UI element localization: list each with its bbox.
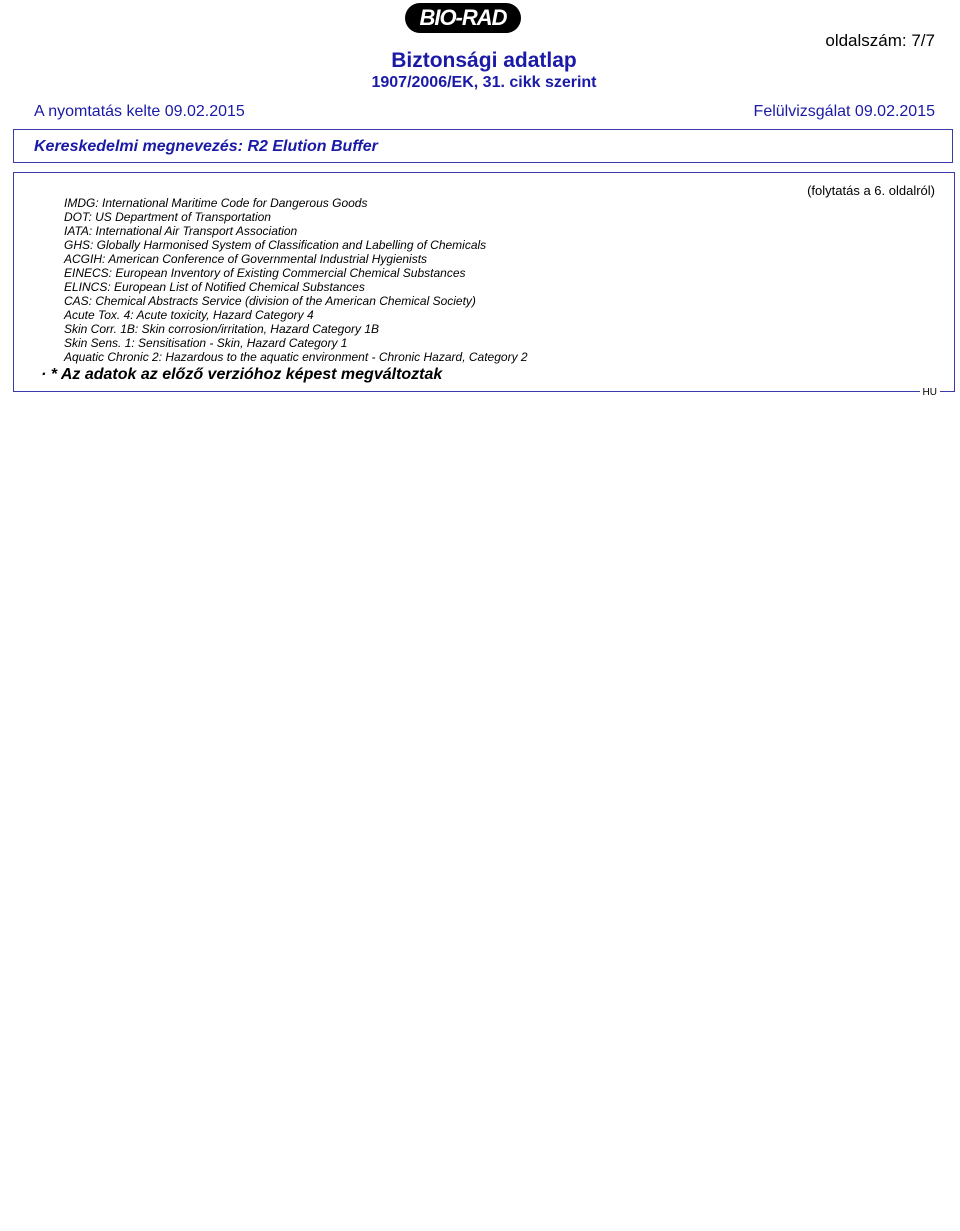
document-title: Biztonsági adatlap: [391, 49, 577, 72]
page-number: oldalszám: 7/7: [825, 31, 935, 50]
revision-date: Felülvizsgálat 09.02.2015: [753, 103, 935, 120]
list-item: Acute Tox. 4: Acute toxicity, Hazard Category 4: [64, 308, 314, 322]
list-item: DOT: US Department of Transportation: [64, 210, 271, 224]
list-item: GHS: Globally Harmonised System of Classification and Labelling of Chemicals: [64, 238, 487, 252]
list-item: IATA: International Air Transport Association: [64, 224, 298, 238]
list-item: Aquatic Chronic 2: Hazardous to the aquatic environment - Chronic Hazard, Category 2: [64, 350, 528, 364]
list-item: IMDG: International Maritime Code for Dangerous Goods: [64, 196, 368, 210]
content-section: [13, 172, 955, 398]
list-item: Skin Sens. 1: Sensitisation - Skin, Hazard Category 1: [64, 336, 348, 350]
list-item: CAS: Chemical Abstracts Service (division of the American Chemical Society): [64, 294, 476, 308]
list-item: EINECS: European Inventory of Existing Commercial Chemical Substances: [64, 266, 466, 280]
product-name: Kereskedelmi megnevezés: R2 Elution Buffer: [34, 138, 378, 155]
logo-text: BIO-RAD: [419, 5, 507, 30]
list-item: ELINCS: European List of Notified Chemical Substances: [64, 280, 365, 294]
continuation-note: (folytatás a 6. oldalról): [807, 183, 935, 198]
document-subtitle: 1907/2006/EK, 31. cikk szerint: [371, 74, 597, 91]
list-item: Skin Corr. 1B: Skin corrosion/irritation, Hazard Category 1B: [64, 322, 380, 336]
country-code: HU: [920, 387, 940, 399]
bio-rad-logo: [405, 3, 521, 33]
change-note: · * Az adatok az előző verzióhoz képest megváltoztak: [41, 366, 443, 383]
abbreviation-list: [64, 196, 528, 364]
print-date: A nyomtatás kelte 09.02.2015: [34, 103, 245, 120]
product-name-box: [13, 129, 953, 163]
list-item: ACGIH: American Conference of Governmental Industrial Hygienists: [64, 252, 428, 266]
